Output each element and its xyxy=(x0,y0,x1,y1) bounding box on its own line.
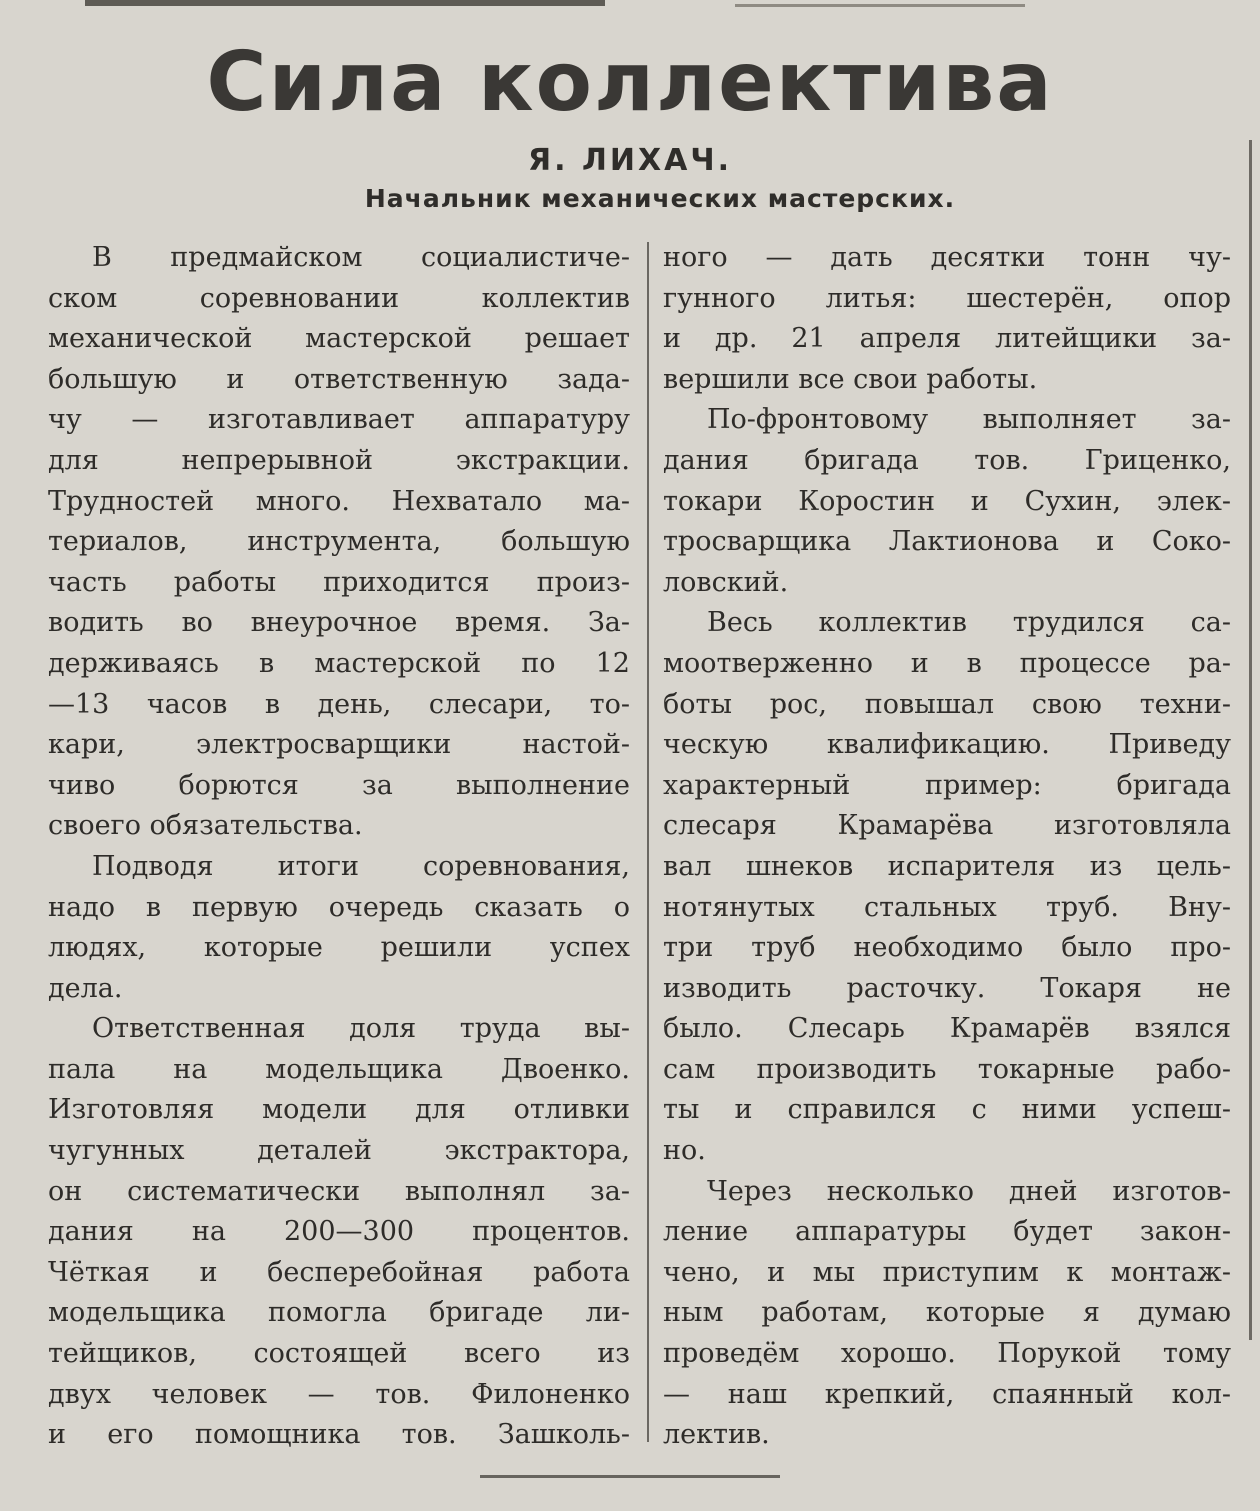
text-line: —13 часов в день, слесари, то- xyxy=(48,688,630,720)
text-line: чиво борются за выполнение xyxy=(48,769,630,801)
text-line: он систематически выполнял за- xyxy=(48,1175,630,1207)
text-line: ловский. xyxy=(663,566,789,598)
text-line: проведём хорошо. Порукой тому xyxy=(663,1338,1231,1370)
text-line: тейщиков, состоящей всего из xyxy=(48,1338,630,1370)
text-line: моотверженно и в процессе ра- xyxy=(663,647,1231,679)
paragraph xyxy=(663,238,1231,400)
text-line: тросварщика Лактионова и Соко- xyxy=(663,526,1231,558)
text-line: дела. xyxy=(48,972,123,1004)
text-line: слесаря Крамарёва изготовляла xyxy=(663,810,1231,842)
text-line: и др. 21 апреля литейщики за- xyxy=(663,323,1231,355)
text-line: чугунных деталей экстрактора, xyxy=(48,1135,630,1167)
text-line: три труб необходимо было про- xyxy=(663,932,1231,964)
text-line: териалов, инструмента, большую xyxy=(48,526,630,558)
right-column xyxy=(663,238,1231,1456)
article-title: Сила коллектива xyxy=(206,35,1054,130)
text-line: ском соревновании коллектив xyxy=(48,282,630,314)
paragraph xyxy=(48,238,630,847)
text-line: было. Слесарь Крамарёв взялся xyxy=(663,1013,1231,1045)
text-line: ты и справился с ними успеш- xyxy=(663,1094,1231,1126)
text-line: Через несколько дней изготов- xyxy=(707,1175,1231,1207)
author-position: Начальник механических мастерских. xyxy=(364,184,956,213)
text-line: кари, электросварщики настой- xyxy=(48,729,630,761)
paragraph xyxy=(48,847,630,1009)
page-edge-line xyxy=(1249,140,1252,1340)
left-column xyxy=(48,238,630,1456)
text-line: вал шнеков испарителя из цель- xyxy=(663,850,1231,882)
text-line: Весь коллектив трудился са- xyxy=(707,607,1231,639)
text-line: дания на 200—300 процентов. xyxy=(48,1216,630,1248)
text-line: вершили все свои работы. xyxy=(663,363,1038,395)
text-line: людях, которые решили успех xyxy=(48,932,630,964)
text-line: для непрерывной экстракции. xyxy=(48,444,630,476)
text-line: чу — изготавливает аппаратуру xyxy=(48,404,630,436)
text-line: двух человек — тов. Филоненко xyxy=(48,1378,630,1410)
paragraph xyxy=(663,1172,1231,1456)
text-line: держиваясь в мастерской по 12 xyxy=(48,647,630,679)
text-line: модельщика помогла бригаде ли- xyxy=(48,1297,630,1329)
text-line: большую и ответственную зада- xyxy=(48,363,630,395)
text-line: боты рос, повышал свою техни- xyxy=(663,688,1231,720)
text-line: чено, и мы приступим к монтаж- xyxy=(663,1256,1231,1288)
paragraph xyxy=(48,1009,630,1456)
text-line: механической мастерской решает xyxy=(48,323,630,355)
bottom-rule xyxy=(480,1475,780,1478)
text-line: но. xyxy=(663,1135,706,1167)
text-line: По-фронтовому выполняет за- xyxy=(707,404,1231,436)
text-line: — наш крепкий, спаянный кол- xyxy=(663,1378,1231,1410)
text-line: водить во внеурочное время. За- xyxy=(48,607,630,639)
author-name: Я. ЛИХАЧ. xyxy=(528,143,732,178)
text-line: ным работам, которые я думаю xyxy=(663,1297,1231,1329)
text-line: дания бригада тов. Гриценко, xyxy=(663,444,1231,476)
text-line: ческую квалификацию. Приведу xyxy=(663,729,1231,761)
text-line: надо в первую очередь сказать о xyxy=(48,891,630,923)
text-line: гунного литья: шестерён, опор xyxy=(663,282,1231,314)
text-line: Изготовляя модели для отливки xyxy=(48,1094,630,1126)
text-line: изводить расточку. Токаря не xyxy=(663,972,1231,1004)
text-line: часть работы приходится произ- xyxy=(48,566,630,598)
text-line: Подводя итоги соревнования, xyxy=(92,850,630,882)
column-divider xyxy=(647,242,649,1442)
text-line: Трудностей много. Нехватало ма- xyxy=(48,485,630,517)
text-line: своего обязательства. xyxy=(48,810,363,842)
paragraph xyxy=(663,603,1231,1171)
text-line: Чёткая и бесперебойная работа xyxy=(48,1256,630,1288)
text-line: характерный пример: бригада xyxy=(663,769,1231,801)
text-line: токари Коростин и Сухин, элек- xyxy=(663,485,1231,517)
text-line: В предмайском социалистиче- xyxy=(92,242,630,273)
paragraph xyxy=(663,400,1231,603)
text-line: лектив. xyxy=(663,1419,770,1451)
top-rule-right xyxy=(735,4,1025,7)
text-line: и его помощника тов. Зашколь- xyxy=(48,1419,630,1451)
text-line: Ответственная доля труда вы- xyxy=(92,1013,630,1045)
text-line: пала на модельщика Двоенко. xyxy=(48,1053,630,1085)
text-line: нотянутых стальных труб. Вну- xyxy=(663,891,1231,923)
text-line: ного — дать десятки тонн чу- xyxy=(663,242,1231,273)
text-line: сам производить токарные рабо- xyxy=(663,1053,1231,1085)
top-rule-left xyxy=(85,0,605,6)
text-line: ление аппаратуры будет закон- xyxy=(663,1216,1231,1248)
